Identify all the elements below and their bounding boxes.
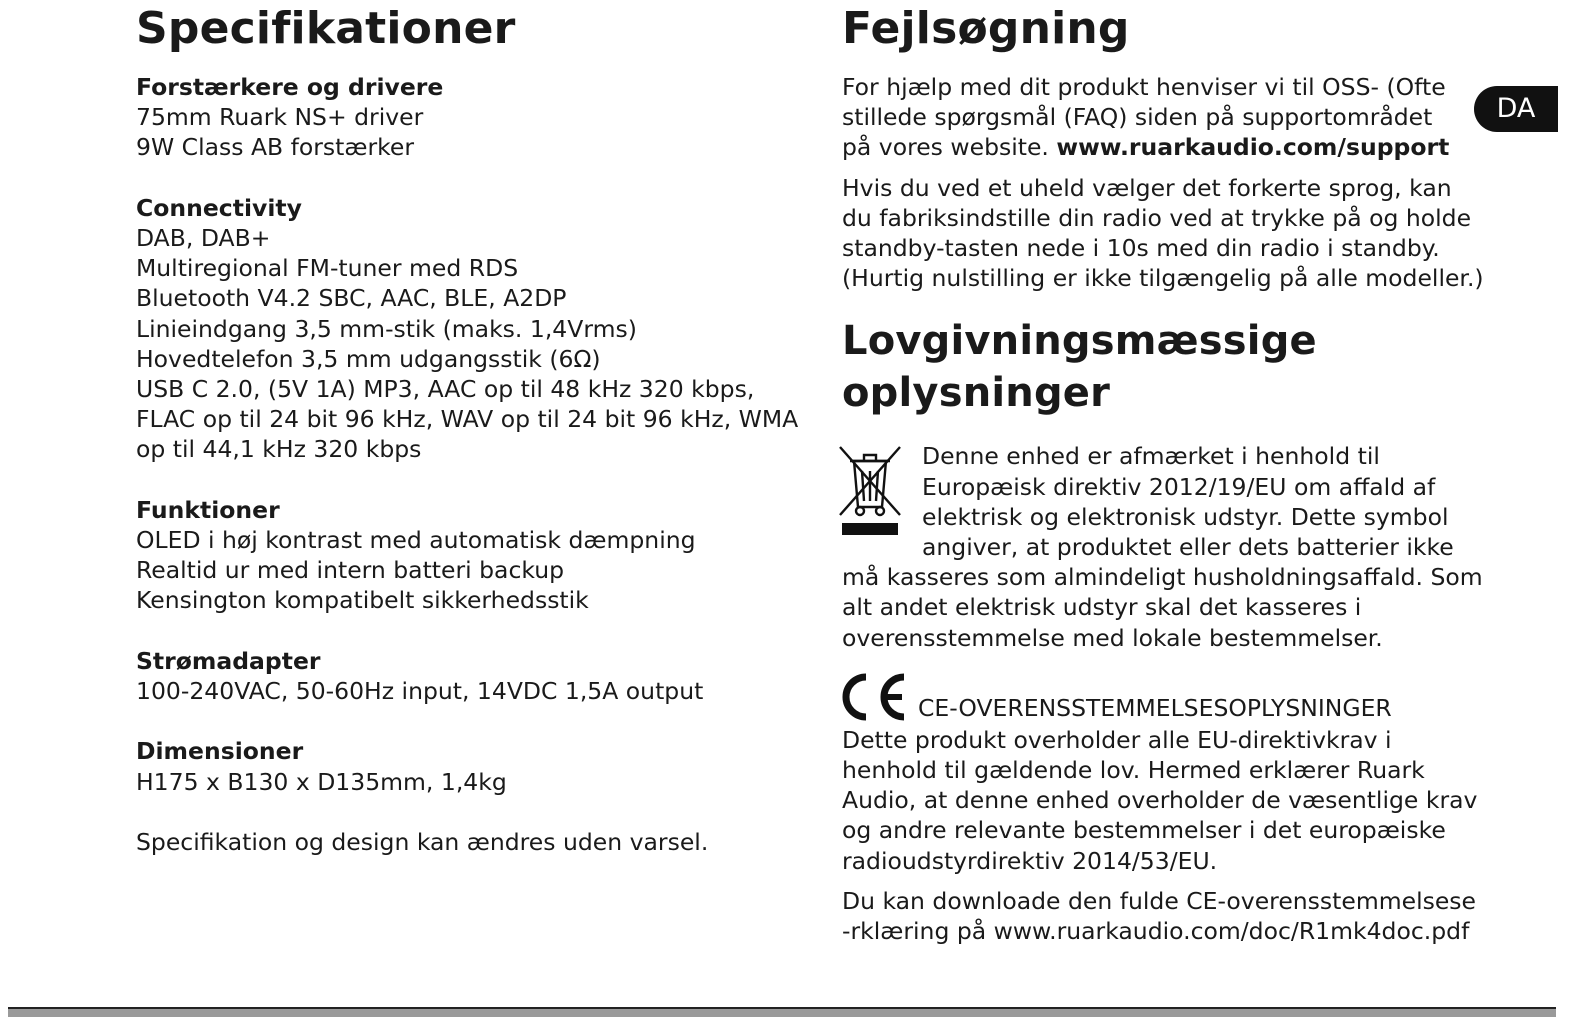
- spec-line: Bluetooth V4.2 SBC, AAC, BLE, A2DP: [136, 284, 567, 313]
- ce-line: Dette produkt overholder alle EU-direktivkrav i: [842, 725, 1392, 754]
- spec-footnote: Specifikation og design kan ændres uden varsel.: [136, 828, 709, 856]
- weee-line: elektrisk og elektronisk udstyr. Dette symbol: [922, 502, 1449, 531]
- spec-heading: Dimensioner: [136, 737, 304, 766]
- reset-line: (Hurtig nulstilling er ikke tilgængelig på alle modeller.): [842, 264, 1484, 293]
- troubleshooting-column: [842, 0, 1522, 946]
- reset-line: standby-tasten nede i 10s med din radio i standby.: [842, 234, 1440, 263]
- faq-line: For hjælp med dit produkt henviser vi til OSS- (Ofte: [842, 73, 1446, 101]
- spec-group-connectivity: [136, 193, 816, 465]
- faq-line: stillede spørgsmål (FAQ) siden på supportområdet: [842, 103, 1433, 132]
- spec-line: FLAC op til 24 bit 96 kHz, WAV op til 24 bit 96 kHz, WMA: [136, 405, 799, 434]
- spec-group-power: [136, 646, 816, 706]
- ce-line: radioudstyrdirektiv 2014/53/EU.: [842, 846, 1218, 875]
- spec-line: H175 x B130 x D135mm, 1,4kg: [136, 767, 507, 796]
- weee-line: Denne enhed er afmærket i henhold til: [922, 442, 1380, 471]
- ce-line: henhold til gældende lov. Hermed erklærer Ruark: [842, 756, 1425, 785]
- weee-line: overensstemmelse med lokale bestemmelser.: [842, 623, 1383, 652]
- specifications-column: [136, 0, 816, 857]
- weee-section: [842, 441, 1522, 652]
- faq-prefix: på vores website.: [842, 133, 1057, 162]
- weee-line: må kasseres som almindeligt husholdningsaffald. Som: [842, 563, 1483, 592]
- specifications-title: Specifikationer: [136, 3, 516, 54]
- faq-paragraph: [842, 72, 1522, 163]
- spec-group-dimensions: [136, 736, 816, 796]
- weee-line: Europæisk direktiv 2012/19/EU om affald af: [922, 472, 1436, 501]
- ce-line: Audio, at denne enhed overholder de væsentlige krav: [842, 786, 1478, 815]
- ce-line: og andre relevante bestemmelser i det europæiske: [842, 816, 1446, 845]
- bottom-rule: [8, 1007, 1556, 1017]
- weee-bin-icon: [836, 441, 904, 537]
- language-tab: DA: [1474, 86, 1558, 132]
- ce-download-line: Du kan downloade den fulde CE-overensstemmelsese: [842, 886, 1477, 915]
- spec-heading: Forstærkere og drivere: [136, 73, 444, 101]
- troubleshooting-title: Fejlsøgning: [842, 3, 1130, 54]
- spec-group-functions: [136, 495, 816, 616]
- spec-line: Hovedtelefon 3,5 mm udgangsstik (6Ω): [136, 344, 601, 373]
- spec-line: Realtid ur med intern batteri backup: [136, 556, 565, 585]
- ce-header: [842, 671, 1522, 725]
- ce-mark-icon: [836, 671, 910, 723]
- spec-line: Linieindgang 3,5 mm-stik (maks. 1,4Vrms): [136, 314, 637, 343]
- ce-download-paragraph: [842, 886, 1522, 946]
- spec-line: DAB, DAB+: [136, 224, 271, 252]
- spec-line: OLED i høj kontrast med automatisk dæmpning: [136, 526, 696, 555]
- spec-heading: Funktioner: [136, 495, 280, 524]
- spec-line: op til 44,1 kHz 320 kbps: [136, 435, 422, 464]
- support-link[interactable]: www.ruarkaudio.com/support: [1056, 133, 1450, 162]
- spec-heading: Connectivity: [136, 193, 302, 222]
- weee-line: alt andet elektrisk udstyr skal det kasseres i: [842, 593, 1362, 622]
- spec-heading: Strømadapter: [136, 646, 321, 675]
- spec-line: Multiregional FM-tuner med RDS: [136, 254, 519, 283]
- spec-line: USB C 2.0, (5V 1A) MP3, AAC op til 48 kHz 320 kbps,: [136, 375, 755, 404]
- reset-line: du fabriksindstille din radio ved at trykke på og holde: [842, 203, 1472, 232]
- ce-paragraph: [842, 725, 1522, 876]
- ce-label: CE-OVERENSSTEMMELSESOPLYSNINGER: [918, 693, 1392, 722]
- weee-line: angiver, at produktet eller dets batterier ikke: [922, 533, 1454, 562]
- legal-title: Lovgivningsmæssige oplysninger: [842, 318, 1317, 417]
- reset-paragraph: [842, 173, 1522, 294]
- reset-line: Hvis du ved et uheld vælger det forkerte sprog, kan: [842, 173, 1452, 202]
- ce-download-line: -rklæring på www.ruarkaudio.com/doc/R1mk4doc.pdf: [842, 917, 1470, 946]
- spec-line: 9W Class AB forstærker: [136, 133, 415, 162]
- spec-line: 75mm Ruark NS+ driver: [136, 103, 424, 132]
- spec-line: 100-240VAC, 50-60Hz input, 14VDC 1,5A output: [136, 677, 704, 706]
- spec-group-amplifiers: [136, 72, 816, 163]
- spec-line: Kensington kompatibelt sikkerhedsstik: [136, 586, 589, 615]
- faq-line: [842, 132, 1522, 162]
